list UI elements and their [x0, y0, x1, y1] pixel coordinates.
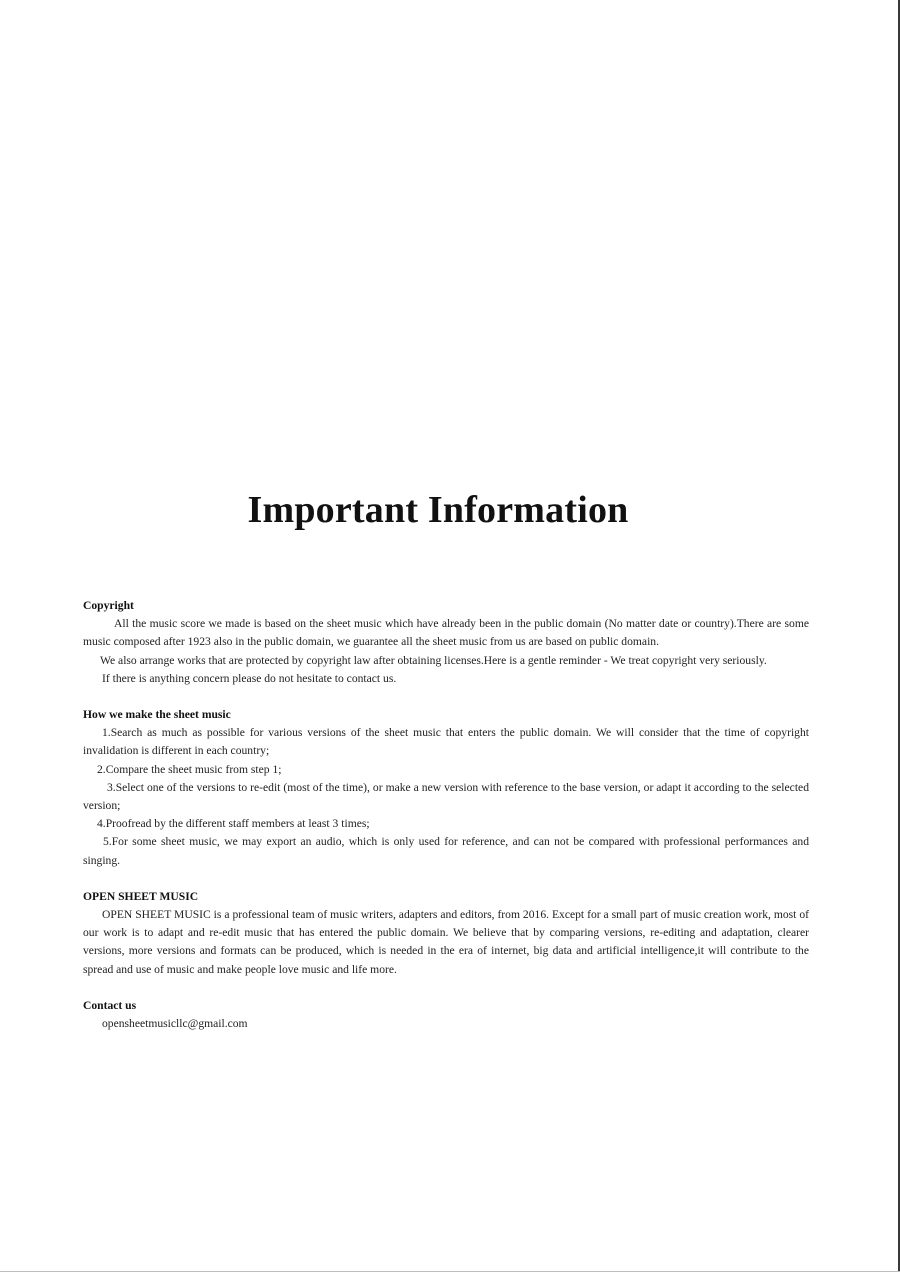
how-step-3: 3.Select one of the versions to re-edit (most of the time), or make a new version with reference to the base version, or adapt it according to the selected version; [83, 780, 809, 813]
how-step-1: 1.Search as much as possible for various versions of the sheet music that enters the public domain. We will consider that the time of copyright invalidation is different in each country; [83, 726, 809, 758]
open-sheet-music-section [83, 888, 809, 979]
copyright-section [83, 597, 809, 688]
copyright-heading: Copyright [83, 599, 134, 612]
copyright-paragraph-2: We also arrange works that are protected by copyright law after obtaining licenses.Here is a gentle reminder - We treat copyright very seriously. [100, 653, 767, 667]
contact-section [83, 997, 809, 1033]
page-title: Important Information [247, 489, 629, 531]
how-step-5: 5.For some sheet music, we may export an audio, which is only used for reference, and can not be compared with professional performances and singing. [83, 835, 809, 867]
contact-email: opensheetmusicllc@gmail.com [102, 1017, 248, 1031]
copyright-paragraph-3: If there is anything concern please do not hesitate to contact us. [102, 671, 397, 685]
copyright-paragraph-1: All the music score we made is based on the sheet music which have already been in the public domain (No matter date or country).There are some music composed after 1923 also in the public domain, we guarantee all the sheet music from us are based on public domain. [83, 617, 809, 649]
how-step-4: 4.Proofread by the different staff members at least 3 times; [97, 817, 370, 831]
how-step-2: 2.Compare the sheet music from step 1; [97, 762, 282, 776]
open-sheet-music-heading: OPEN SHEET MUSIC [83, 889, 199, 903]
open-sheet-music-paragraph: OPEN SHEET MUSIC is a professional team of music writers, adapters and editors, from 2016. Except for a small part of music creation work, most of our work is to adapt and re-edit music that has entered the public domain. We believe that by comparing versions, re-editing and adaptation, clearer versions, more versions and formats can be produced, which is needed in the era of internet, big data and artificial intelligence,it will contribute to the spread and use of music and make people love music and life more. [83, 908, 809, 976]
how-we-make-heading: How we make the sheet music [83, 708, 231, 722]
how-we-make-section [83, 706, 809, 870]
info-content [83, 597, 809, 1033]
contact-heading: Contact us [83, 998, 137, 1012]
